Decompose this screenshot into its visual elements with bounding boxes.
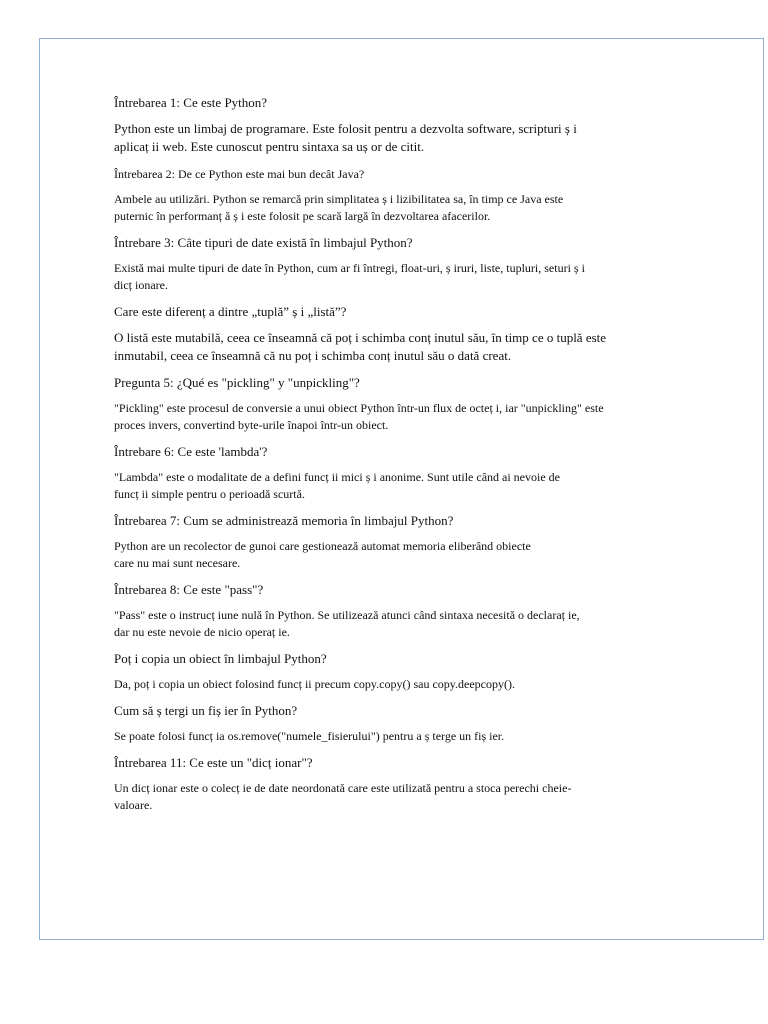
question-11: Întrebarea 11: Ce este un "dicț ionar"? <box>114 755 313 770</box>
answer-4: O listă este mutabilă, ceea ce înseamnă că poț i schimba conț inutul său, în timp ce o tuplă este inmutabil, ceea ce înseamnă că nu poț i schimba conț inutul său o dată creat. <box>114 330 607 363</box>
answer-7: Python are un recolector de gunoi care gestionează automat memoria eliberând obiecte care nu mai sunt necesare. <box>114 539 531 570</box>
answer-3: Există mai multe tipuri de date în Python, cum ar fi întregi, float-uri, ș iruri, liste, tupluri, seturi ș i dicț ionare. <box>114 261 585 292</box>
answer-2: Ambele au utilizări. Python se remarcă prin simplitatea ș i lizibilitatea sa, în timp ce Java este puternic în performanț ă ș i este folosit pe scară largă în dezvoltarea afacerilor. <box>114 192 564 223</box>
qa-item-5 <box>114 374 654 434</box>
answer-5: "Pickling" este procesul de conversie a unui obiect Python într-un flux de octeț i, iar "unpickling" este proces invers, convertind byte-urile înapoi într-un obiect. <box>114 401 604 432</box>
answer-8: "Pass" este o instrucț iune nulă în Python. Se utilizează atunci când sintaxa necesită o declaraț ie, dar nu este nevoie de nicio operaț ie. <box>114 608 580 639</box>
question-5: Pregunta 5: ¿Qué es "pickling" y "unpickling"? <box>114 375 360 390</box>
question-3: Întrebare 3: Câte tipuri de date există în limbajul Python? <box>114 235 413 250</box>
question-10: Cum să ș tergi un fiș ier în Python? <box>114 703 298 718</box>
answer-9: Da, poț i copia un obiect folosind funcț ii precum copy.copy() sau copy.deepcopy(). <box>114 677 515 691</box>
question-4: Care este diferenț a dintre „tuplă” ș i „listă”? <box>114 304 347 319</box>
qa-item-10 <box>114 702 654 745</box>
document-content <box>114 94 654 823</box>
qa-item-6 <box>114 443 654 503</box>
qa-item-2 <box>114 165 654 225</box>
question-7: Întrebarea 7: Cum se administrează memoria în limbajul Python? <box>114 513 454 528</box>
question-6: Întrebare 6: Ce este 'lambda'? <box>114 444 268 459</box>
answer-1: Python este un limbaj de programare. Este folosit pentru a dezvolta software, scripturi ș i aplicaț ii web. Este cunoscut pentru sintaxa sa uș or de citit. <box>114 121 577 154</box>
question-9: Poț i copia un obiect în limbajul Python? <box>114 651 327 666</box>
question-8: Întrebarea 8: Ce este "pass"? <box>114 582 264 597</box>
qa-item-7 <box>114 512 654 572</box>
answer-10: Se poate folosi funcț ia os.remove("numele_fisierului") pentru a ș terge un fiș ier. <box>114 729 505 743</box>
question-2: Întrebarea 2: De ce Python este mai bun decât Java? <box>114 167 365 181</box>
answer-6: "Lambda" este o modalitate de a defini funcț ii mici ș i anonime. Sunt utile când ai nevoie de funcț ii simple pentru o perioadă scurtă. <box>114 470 560 501</box>
qa-item-11 <box>114 754 654 814</box>
qa-item-8 <box>114 581 654 641</box>
answer-11: Un dicț ionar este o colecț ie de date neordonată care este utilizată pentru a stoca perechi cheie- valoare. <box>114 781 572 812</box>
question-1: Întrebarea 1: Ce este Python? <box>114 95 268 110</box>
qa-item-1 <box>114 94 654 156</box>
qa-item-9 <box>114 650 654 693</box>
qa-item-4 <box>114 303 654 365</box>
qa-item-3 <box>114 234 654 294</box>
